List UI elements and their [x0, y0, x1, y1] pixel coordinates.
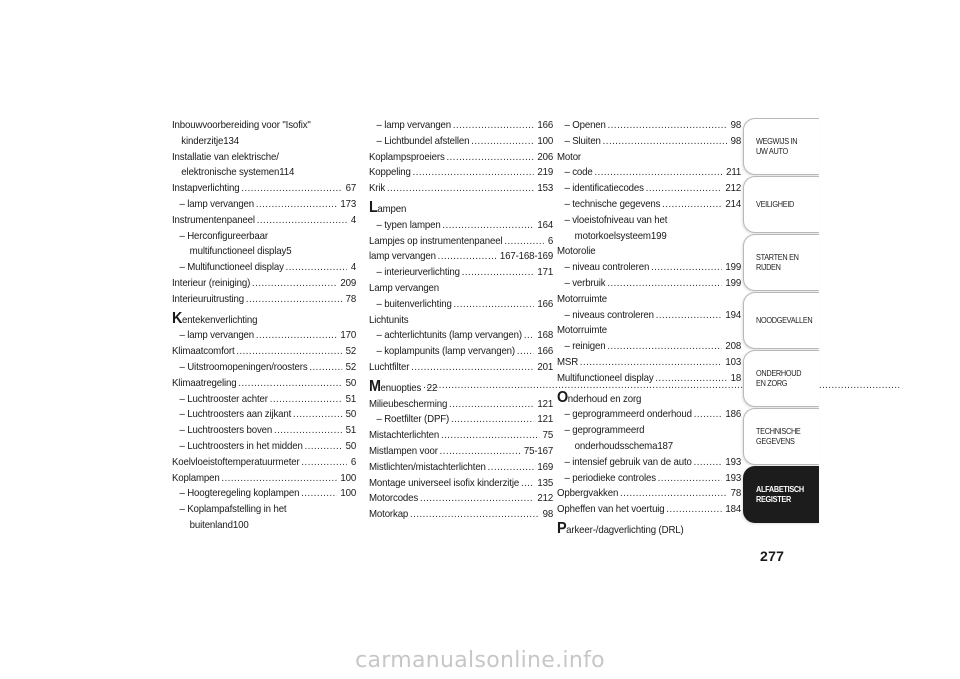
entry-label: Lichtunits [369, 314, 409, 326]
index-entry [172, 486, 356, 502]
index-entry [369, 313, 553, 329]
leader-dots [694, 411, 722, 423]
leader-dots [420, 495, 534, 507]
entry-label: – intensief gebruik van de auto [564, 456, 692, 468]
index-entry [369, 428, 553, 444]
page-ref: 100 [537, 135, 554, 147]
entry-label: – Roetfilter (DPF) [376, 414, 450, 426]
entry-label: Luchtfilter [369, 361, 410, 373]
index-entry [172, 229, 356, 261]
page-ref: 50 [345, 377, 357, 389]
leader-dots [413, 169, 534, 181]
page-ref: 206 [537, 151, 554, 163]
page-ref: 98 [730, 120, 742, 131]
index-entry [557, 244, 741, 260]
chapter-tab-label: VEILIGHEID [756, 198, 795, 209]
watermark: carmanualsonline.info [355, 648, 605, 673]
leader-dots [241, 185, 342, 197]
page-ref: 166 [537, 120, 554, 131]
page-ref: 50 [345, 440, 357, 452]
index-entry [369, 234, 553, 250]
index-entry [172, 260, 356, 276]
index-entry [172, 502, 356, 534]
entry-label: Mistlampen voor [369, 445, 438, 457]
page-ref: 209 [340, 277, 357, 289]
page-ref: 214 [725, 198, 742, 210]
entry-label: Mistachterlichten [369, 430, 440, 442]
page-ref: 103 [725, 356, 742, 368]
entry-label: – achterlichtunits (lamp vervangen) [376, 330, 522, 342]
index-entry [557, 407, 741, 423]
page-ref: 51 [345, 425, 357, 437]
entry-label: Koplampen [172, 472, 220, 484]
section-heading-text [557, 519, 684, 537]
leader-dots [252, 280, 337, 292]
index-entry [369, 281, 553, 297]
entry-label: – Luchtroosters in het midden [179, 440, 303, 452]
page-ref: 164 [537, 219, 554, 231]
index-entry [172, 455, 356, 471]
leader-dots [608, 122, 727, 134]
leader-dots [256, 201, 337, 213]
page-ref: 134 [223, 135, 239, 147]
entry-label: – periodieke controles [564, 472, 656, 484]
index-entry [557, 355, 741, 371]
entry-label: Koelvloeistoftemperatuurmeter [172, 456, 300, 468]
section-heading-text [557, 388, 642, 406]
page-ref: 194 [725, 309, 742, 321]
section-initial: L [369, 198, 378, 216]
entry-continuation [179, 244, 356, 260]
index-entry [369, 397, 553, 413]
leader-dots [301, 490, 336, 502]
leader-dots [286, 264, 348, 276]
index-entry [172, 344, 356, 360]
entry-label: Lampjes op instrumentenpaneel [369, 235, 503, 247]
entry-label: Koppeling [369, 167, 411, 179]
index-entry [557, 181, 741, 197]
entry-label: – verbruik [564, 277, 606, 289]
page-ref: 193 [725, 472, 742, 484]
leader-dots [594, 169, 722, 181]
page-ref: 98 [542, 509, 554, 521]
index-entry [172, 197, 356, 213]
section-letter-heading [369, 379, 553, 397]
chapter-tab[interactable] [743, 466, 819, 523]
chapter-tab-label: NOODGEVALLEN [756, 314, 813, 325]
index-entry [369, 249, 553, 265]
index-entry [557, 339, 741, 355]
leader-dots [449, 400, 534, 412]
index-column-3 [557, 118, 741, 539]
index-entry [172, 150, 356, 182]
chapter-tab[interactable] [743, 176, 819, 233]
section-heading-rest: arkeer-/dagverlichting (DRL) [566, 524, 684, 536]
page-ref: 170 [340, 330, 357, 342]
section-initial: M [369, 377, 381, 395]
entry-label: – Luchtroosters aan zijkant [179, 409, 292, 421]
entry-label: Opheffen van het voertuig [557, 504, 665, 516]
leader-dots [694, 459, 722, 471]
leader-dots [440, 448, 520, 460]
entry-label: – Hoogteregeling koplampen [179, 488, 300, 500]
entry-label: – koplampunits (lamp vervangen) [376, 346, 515, 358]
entry-label: Klimaatcomfort [172, 346, 235, 358]
leader-dots [471, 138, 533, 150]
page-ref: 4 [350, 214, 357, 226]
leader-dots [221, 474, 336, 486]
page-ref: 4 [350, 262, 357, 274]
entry-label: – identificatiecodes [564, 183, 644, 195]
index-entry [557, 308, 741, 324]
index-entry [172, 471, 356, 487]
leader-dots [656, 311, 722, 323]
index-entry [557, 118, 741, 134]
page-ref: 199 [650, 230, 667, 242]
index-entry [369, 476, 553, 492]
index-entry [369, 165, 553, 181]
index-entry [557, 471, 741, 487]
page-ref: 201 [537, 361, 554, 373]
index-entry [557, 486, 741, 502]
entry-label: – technische gegevens [564, 198, 661, 210]
index-entry [172, 407, 356, 423]
entry-label: – Herconfigureerbaar [179, 230, 268, 242]
entry-label: Inbouwvoorbereiding voor "Isofix" [172, 120, 311, 131]
leader-dots [658, 474, 722, 486]
index-entry [557, 165, 741, 181]
leader-dots [517, 348, 534, 360]
page-ref: 75 [542, 430, 554, 442]
chapter-tab-label: TECHNISCHE GEGEVENS [756, 426, 801, 446]
index-entry [557, 150, 741, 166]
leader-dots [462, 269, 534, 281]
page-ref: 6 [350, 456, 357, 468]
index-entry [172, 376, 356, 392]
entry-label: Interieur (reiniging) [172, 277, 251, 289]
leader-dots [453, 122, 534, 134]
chapter-tab[interactable] [743, 292, 819, 349]
entry-label: – interieurverlichting [376, 267, 460, 279]
page-ref: 168 [537, 330, 554, 342]
page-ref: 193 [725, 456, 742, 468]
leader-dots [662, 201, 721, 213]
index-entry [369, 507, 553, 523]
leader-dots [442, 222, 533, 234]
leader-dots [301, 459, 347, 471]
page-ref: 208 [725, 341, 742, 353]
index-entry [557, 323, 741, 339]
section-letter-heading [369, 200, 553, 218]
entry-continuation [179, 518, 356, 534]
index-entry [369, 460, 553, 476]
leader-dots [441, 432, 539, 444]
page-ref: 78 [730, 488, 742, 500]
page-ref: 50 [345, 409, 357, 421]
entry-label: – niveaus controleren [564, 309, 654, 321]
entry-label: – code [564, 167, 593, 179]
leader-dots [451, 416, 534, 428]
entry-label-continued: onderhoudsschema [574, 440, 658, 452]
index-entry [172, 328, 356, 344]
page-ref: 78 [345, 293, 357, 305]
entry-label: Lamp vervangen [369, 282, 440, 294]
index-entry [172, 181, 356, 197]
page-ref: 52 [345, 361, 357, 373]
leader-dots [256, 332, 337, 344]
entry-label: Klimaatregeling [172, 377, 237, 389]
index-entry [369, 118, 553, 134]
entry-label-continued: buitenland [189, 519, 233, 531]
section-initial: K [172, 309, 182, 327]
page-ref: 67 [345, 183, 357, 195]
index-entry [557, 423, 741, 455]
entry-continuation [172, 134, 356, 150]
index-column-1 [172, 118, 356, 534]
page-ref: 121 [537, 414, 554, 426]
leader-dots [238, 380, 342, 392]
entry-label-continued: motorkoelsysteem [574, 230, 651, 242]
index-entry [557, 260, 741, 276]
leader-dots [603, 138, 727, 150]
entry-label: MSR [557, 356, 579, 368]
leader-dots [309, 364, 342, 376]
leader-dots [293, 411, 342, 423]
page-ref: 100 [340, 472, 357, 484]
chapter-tab-label: ONDERHOUD EN ZORG [756, 368, 802, 388]
entry-label: – vloeistofniveau van het [564, 214, 668, 226]
index-entry [369, 344, 553, 360]
chapter-tab-label: WEGWIJS IN UW AUTO [756, 136, 798, 156]
leader-dots [504, 237, 544, 249]
index-entry [557, 455, 741, 471]
chapter-tab[interactable] [743, 350, 819, 407]
entry-label-continued: elektronische systemen [181, 167, 280, 179]
page-ref: 153 [537, 183, 554, 195]
chapter-tab-label: ALFABETISCH REGISTER [756, 484, 804, 504]
section-letter-heading [557, 390, 741, 408]
section-heading-text [369, 377, 422, 395]
entry-label: – lamp vervangen [179, 330, 255, 342]
page-ref: 167-168-169 [499, 251, 554, 263]
leader-dots [236, 348, 342, 360]
page-ref: 171 [537, 267, 554, 279]
leader-dots [454, 301, 534, 313]
leader-dots [607, 280, 721, 292]
page-ref: 166 [537, 346, 554, 358]
index-entry [557, 213, 741, 245]
section-heading-rest: entekenverlichting [181, 314, 258, 326]
index-entry [172, 439, 356, 455]
leader-dots [655, 375, 727, 387]
leader-dots [666, 506, 721, 518]
entry-label: Interieuruitrusting [172, 293, 245, 305]
entry-label: Opbergvakken [557, 488, 619, 500]
index-entry [369, 491, 553, 507]
page-ref: 212 [725, 183, 742, 195]
page-ref: 199 [725, 262, 742, 274]
entry-continuation [564, 229, 741, 245]
entry-continuation [172, 165, 356, 181]
entry-label: Motorkap [369, 509, 409, 521]
leader-dots [305, 443, 342, 455]
entry-label: – Luchtrooster achter [179, 393, 268, 405]
section-heading-rest: nderhoud en zorg [567, 393, 642, 405]
index-entry [369, 265, 553, 281]
entry-label: Krik [369, 183, 386, 195]
index-entry [172, 276, 356, 292]
entry-label-continued: multifunctioneel display [189, 246, 287, 258]
page-ref: 5 [286, 246, 292, 258]
leader-dots [447, 153, 534, 165]
page-ref: 6 [547, 235, 554, 247]
chapter-tab[interactable] [743, 118, 819, 175]
entry-label: Motor [557, 151, 582, 163]
entry-label: – geprogrammeerd onderhoud [564, 409, 692, 421]
entry-label: – lamp vervangen [376, 120, 452, 131]
index-entry [172, 213, 356, 229]
index-entry [172, 392, 356, 408]
index-entry [557, 197, 741, 213]
leader-dots [521, 479, 534, 491]
index-entry [369, 218, 553, 234]
index-entry [557, 292, 741, 308]
entry-label: – Openen [564, 120, 606, 131]
index-entry [369, 412, 553, 428]
page-ref: 114 [279, 167, 295, 179]
page-ref: 98 [730, 135, 742, 147]
entry-label: – geprogrammeerd [564, 425, 645, 437]
page-ref: 121 [537, 398, 554, 410]
leader-dots [246, 296, 342, 308]
index-entry [557, 276, 741, 292]
section-letter-heading [557, 521, 741, 539]
entry-label: Koplampsproeiers [369, 151, 445, 163]
page-ref: 75-167 [523, 445, 554, 457]
index-entry [172, 360, 356, 376]
leader-dots [651, 264, 722, 276]
leader-dots [488, 464, 534, 476]
index-entry [369, 150, 553, 166]
entry-label-continued: kinderzitje [181, 135, 224, 147]
entry-label: – lamp vervangen [179, 198, 255, 210]
entry-label: Instapverlichting [172, 183, 240, 195]
entry-label: – Lichtbundel afstellen [376, 135, 470, 147]
page-ref: 169 [537, 461, 554, 473]
page-ref: 22 [426, 382, 438, 394]
page-ref: 52 [345, 346, 357, 358]
page-ref: 135 [537, 477, 554, 489]
section-heading-text [172, 309, 258, 327]
leader-dots [270, 395, 342, 407]
entry-label: Motorcodes [369, 493, 419, 505]
index-entry [369, 134, 553, 150]
leader-dots [620, 490, 727, 502]
entry-label: – niveau controleren [564, 262, 650, 274]
page-ref: 166 [537, 298, 554, 310]
section-heading-rest: enuopties [380, 382, 422, 394]
page-ref: 173 [340, 198, 357, 210]
entry-continuation [564, 439, 741, 455]
page-ref: 219 [537, 167, 554, 179]
page-ref: 186 [725, 409, 742, 421]
leader-dots [274, 427, 342, 439]
index-entry [557, 371, 741, 387]
entry-label: Montage universeel isofix kinderzitje [369, 477, 520, 489]
index-entry [369, 181, 553, 197]
entry-label: – Sluiten [564, 135, 601, 147]
leader-dots [580, 359, 722, 371]
entry-label: Instrumentenpaneel [172, 214, 255, 226]
index-entry [369, 360, 553, 376]
chapter-tab[interactable] [743, 408, 819, 465]
page-number: 277 [760, 548, 785, 564]
index-entry [557, 502, 741, 518]
section-letter-heading [172, 311, 356, 329]
entry-label: Motorruimte [557, 325, 608, 337]
page-ref: 184 [725, 504, 742, 516]
leader-dots [411, 364, 533, 376]
index-entry [369, 297, 553, 313]
entry-label: lamp vervangen [369, 251, 436, 263]
entry-label: – Multifunctioneel display [179, 262, 284, 274]
leader-dots [607, 343, 721, 355]
page-ref: 211 [726, 167, 742, 179]
index-entry [172, 118, 356, 150]
entry-label: – Koplampafstelling in het [179, 504, 287, 516]
section-heading-text [369, 198, 407, 216]
entry-label: – buitenverlichting [376, 298, 452, 310]
page-ref: 51 [345, 393, 357, 405]
chapter-tab-label: STARTEN EN RIJDEN [756, 252, 799, 272]
chapter-tab[interactable] [743, 234, 819, 291]
index-entry [172, 292, 356, 308]
index-entry [369, 444, 553, 460]
page-ref: 100 [340, 488, 357, 500]
page-ref: 187 [657, 440, 674, 452]
index-entry [172, 423, 356, 439]
section-initial: O [557, 388, 568, 406]
index-entry [557, 134, 741, 150]
page-ref: 100 [232, 519, 249, 531]
entry-label: – Uitstroomopeningen/roosters [179, 361, 308, 373]
entry-label: Milieubescherming [369, 398, 448, 410]
leader-dots [438, 253, 496, 265]
entry-label: Motorruimte [557, 293, 608, 305]
leader-dots [410, 511, 539, 523]
index-column-2 [369, 118, 553, 523]
entry-label: Mistlichten/mistachterlichten [369, 461, 486, 473]
entry-label: – typen lampen [376, 219, 441, 231]
entry-label: Multifunctioneel display [557, 372, 654, 384]
section-heading-rest: ampen [377, 203, 407, 215]
page-ref: 18 [730, 372, 742, 384]
leader-dots [646, 185, 722, 197]
entry-label: Motorolie [557, 246, 596, 258]
entry-label: Installatie van elektrische/ [172, 151, 279, 163]
entry-label: – Luchtroosters boven [179, 425, 273, 437]
index-entry [369, 328, 553, 344]
page-ref: 212 [537, 493, 554, 505]
leader-dots [524, 332, 534, 344]
entry-label: – reinigen [564, 341, 606, 353]
leader-dots [387, 185, 534, 197]
section-initial: P [557, 519, 567, 537]
page-ref: 199 [725, 277, 742, 289]
leader-dots [257, 217, 347, 229]
